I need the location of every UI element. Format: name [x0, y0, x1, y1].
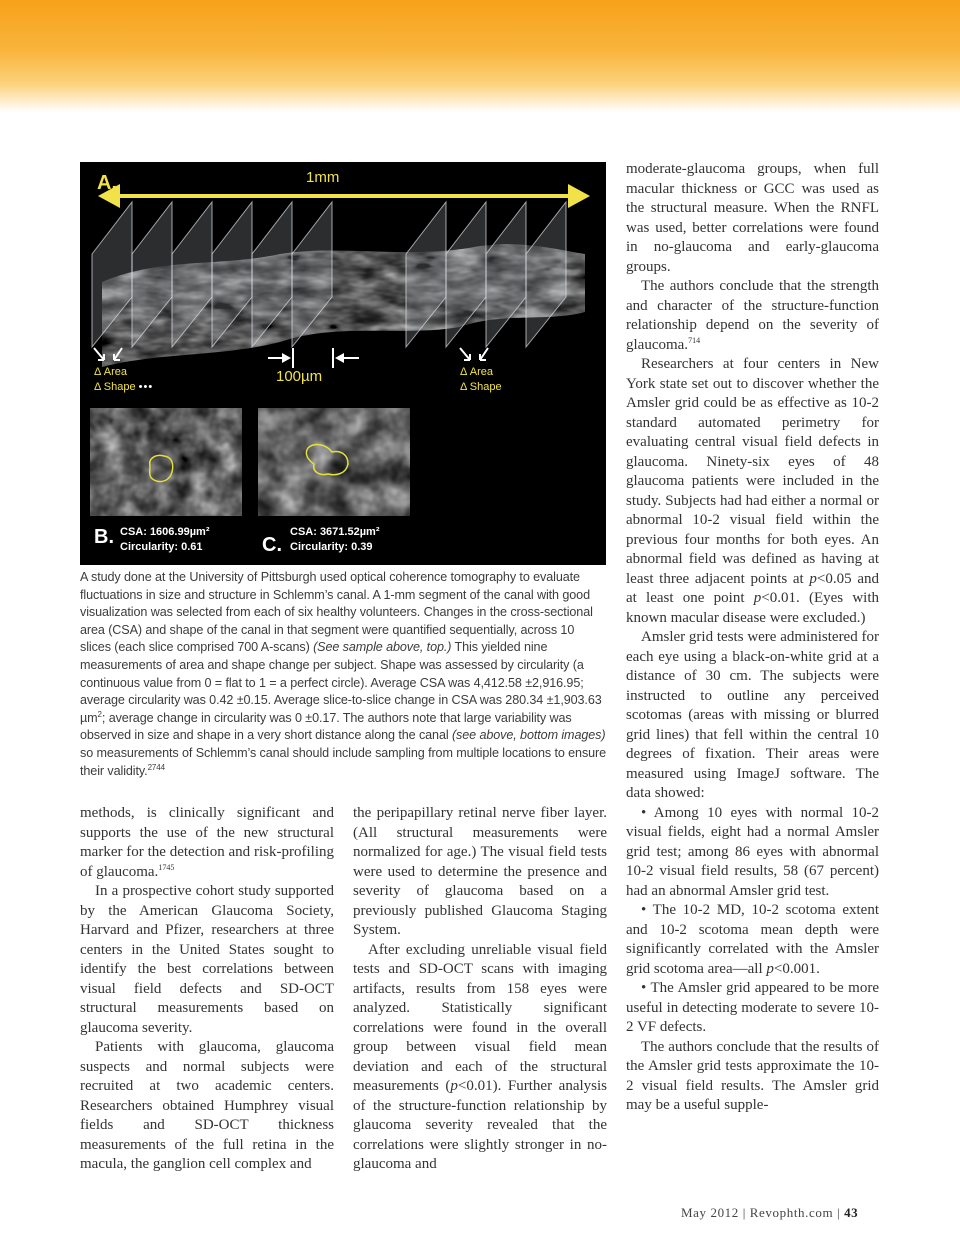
caption-text-1: A study done at the University of Pittsburgh used optical coherence tomography to evaluate fluctuations in size and structure in Schlemm’s canal. A 1-mm segment of the canal with good visualization was selected from each of six healthy volunteers. Changes in the cross-sectional area (CSA) and shape of the canal in that segment were quantified sequentially, across 10 slices (each slice comprised 700 A-scans) — [80, 570, 593, 655]
footer-issue: May 2012 | Revophth.com | — [681, 1205, 845, 1220]
caption-text-6: so measurements of Schlemm’s canal should include sampling from multiple locations to ensure their validity. — [80, 745, 607, 778]
body-column-3 — [626, 160, 879, 1116]
col3-b2-italic-p: p — [766, 960, 774, 977]
left-dots: ••• — [138, 381, 154, 393]
body-column-1 — [80, 804, 334, 1175]
caption-text-5: (see above, bottom images) — [451, 728, 606, 743]
panel-a-label: A. — [97, 172, 117, 194]
col2-paragraph-2 — [353, 941, 607, 1175]
col2-p2-text-a: After excluding unreliable visual field tests and SD-OCT scans with imaging artifacts, results from 158 eyes were analyzed. Statistically significant correlations were found in the overall group between visual field mean deviation and each of the structural measurements ( — [353, 941, 607, 1094]
col3-p3-italic-p1: p — [809, 570, 817, 587]
col1-paragraph-2: In a prospective cohort study supported by the American Glaucoma Society, Harvard and Pfizer, researchers at three centers in the United States sought to identify the best correlations between visual field defects and SD-OCT structural measurements based on glaucoma severity. — [80, 883, 334, 1036]
panel-b-stats — [120, 525, 210, 555]
col3-bullet-2 — [626, 901, 879, 979]
col3-paragraph-1: moderate-glaucoma groups, when full macular thickness or GCC was used as the structural measure. When the RNFL was used, better correlations were found in no-glaucoma and early-glaucoma groups. — [626, 161, 879, 275]
col3-p2-text: The authors conclude that the strength and character of the structure-function relationship depend on the severity of glaucoma. — [626, 278, 879, 353]
oct-figure-graphic — [80, 162, 606, 565]
col3-p3-text-e: <0.01. (Eyes with known macular disease were excluded.) — [626, 590, 879, 626]
col3-bullet-1: • Among 10 eyes with normal 10-2 visual fields, eight had a normal Amsler grid test; among 86 eyes with abnormal 10-2 visual field results, 58 (67 percent) had an abnormal Amsler grid test. — [626, 804, 879, 899]
col3-p3-italic-p2: p — [753, 590, 762, 606]
caption-text-2: (See sample above, top.) — [313, 640, 452, 655]
caption-text-4: ; average change in circularity was 0 ±0.17. The authors note that large variability was observed in size and shape in a very short distance along the canal — [80, 710, 572, 743]
right-area-text: Δ Area — [460, 366, 494, 378]
left-area-label — [94, 365, 153, 395]
page-number: 43 — [844, 1205, 859, 1220]
col3-p3-text-a: Researchers at four centers in New York state set out to discover whether the Amsler grid could be as effective as 10-2 standard automated perimetry for evaluating central visual field defects in glaucoma. Ninety-six eyes of 48 glaucoma patients were included in the study. Subjects had had either a normal or abnormal 10-2 visual field within the previous four months for both eyes. An abnormal field was defined as having at least three adjacent points at — [626, 356, 879, 587]
col1-paragraph-3: Patients with glaucoma, glaucoma suspects and normal subjects were recruited at two academic centers. Researchers obtained Humphrey visual fields and SD-OCT thickness measurements of the full retina in the macula, the ganglion cell complex and — [80, 1039, 334, 1172]
panel-c-csa: CSA: 3671.52µm² — [290, 526, 380, 538]
col3-paragraph-2 — [626, 277, 879, 355]
col2-paragraph-1: the peripapillary retinal nerve fiber layer. (All structural measurements were normalized for age.) The visual field tests were used to determine the presence and severity of glaucoma based on a previously published Glaucoma Staging System. — [353, 805, 607, 938]
col1-p1-text: methods, is clinically significant and supports the use of the new structural marker for the detection and risk-profiling of glaucoma. — [80, 805, 334, 880]
header-color-band — [0, 0, 960, 112]
col3-b2-text-a: • The 10-2 MD, 10-2 scotoma extent and 10-2 scotoma mean depth were significantly correlated with the Amsler grid scotoma area—all — [626, 902, 879, 977]
col3-paragraph-4: Amsler grid tests were administered for each eye using a black-on-white grid at a distance of 30 cm. The subjects were instructed to outline any perceived scotomas (areas with missing or blurred grid lines) that fell within the central 10 degrees of fixation. Their areas were measured using ImageJ software. The data showed: — [626, 629, 879, 801]
scale-marker-100um — [268, 348, 359, 368]
scale-label-1mm: 1mm — [306, 169, 340, 186]
col3-p3-text-c: <0.05 and at least one point — [626, 570, 879, 606]
body-column-2 — [353, 804, 607, 1175]
col3-paragraph-5: The authors conclude that the results of the Amsler grid tests approximate the 10-2 visual field results. The Amsler grid may be a useful supple- — [626, 1038, 879, 1113]
panel-b-csa: CSA: 1606.99µm² — [120, 526, 210, 538]
panel-c-stats — [290, 525, 380, 555]
col1-p1-reference: 1745 — [158, 862, 175, 872]
figure-caption — [80, 569, 608, 780]
cross-section-b — [90, 408, 242, 516]
scale-label-100um: 100µm — [276, 368, 323, 385]
page-footer — [681, 1205, 858, 1221]
panel-b-label: B. — [94, 526, 114, 548]
caption-superscript: 2 — [97, 709, 102, 719]
panel-c-label: C. — [262, 534, 282, 556]
col3-b2-text-c: <0.001. — [773, 960, 820, 977]
col3-p2-reference: 714 — [688, 335, 701, 345]
left-shape-text: Δ Shape — [94, 381, 136, 393]
caption-text-3: This yielded nine measurements of area and shape change per subject. Shape was assessed by circularity (a continuous value from 0 = flat to 1 = a perfect circle). Average CSA was 4,412.58 ±2,916.95; average circularity was 0.42 ±0.15. Average slice-to-slice change in CSA was 280.34 ±1,903.63 µm — [80, 640, 602, 725]
col2-p2-text-c: <0.01). Further analysis of the structure-function relationship by glaucoma severity revealed that the correlations were slightly stronger in no-glaucoma and — [353, 1078, 607, 1172]
col3-paragraph-3 — [626, 355, 879, 628]
col3-bullet-3: • The Amsler grid appeared to be more useful in detecting moderate to severe 10-2 VF defects. — [626, 980, 879, 1035]
left-area-text: Δ Area — [94, 366, 128, 378]
col1-paragraph-1 — [80, 804, 334, 882]
panel-c-circularity: Circularity: 0.39 — [290, 541, 373, 553]
right-shape-text: Δ Shape — [460, 381, 502, 393]
caption-reference: 2744 — [147, 762, 165, 772]
panel-b-circularity: Circularity: 0.61 — [120, 541, 203, 553]
col2-p2-italic-p: p — [450, 1078, 458, 1094]
right-area-label — [460, 365, 502, 395]
cross-section-c — [258, 408, 410, 516]
oct-figure — [80, 162, 606, 565]
